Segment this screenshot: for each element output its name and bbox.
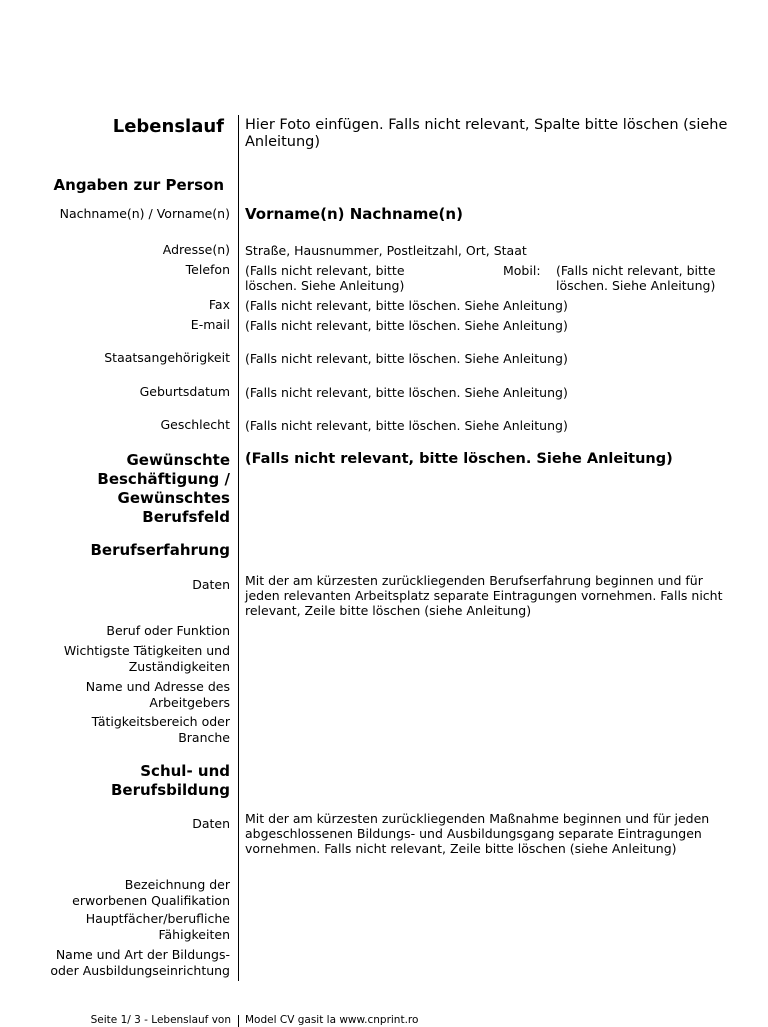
experience-employer-label: Name und Adresse des Arbeitgebers xyxy=(85,679,230,710)
mobile-label: Mobil: xyxy=(503,263,541,278)
experience-tasks-label: Wichtigste Tätigkeiten und Zuständigkeiten xyxy=(63,643,230,674)
section-heading-experience: Berufserfahrung xyxy=(90,541,230,559)
section-heading-desired-job: Gewünschte Beschäftigung / Gewünschtes Berufsfeld xyxy=(97,451,230,526)
fax-value: (Falls nicht relevant, bitte löschen. Siehe Anleitung) xyxy=(245,298,568,313)
education-dates-value: Mit der am kürzesten zurückliegenden Maßnahme beginnen und für jeden abgeschlossenen Bildungs- und Ausbildungsgang separate Eintragungen vornehmen. Falls nicht relevant, Zeile bitte löschen (siehe Anleitung) xyxy=(245,811,710,856)
experience-sector-label: Tätigkeitsbereich oder Branche xyxy=(91,714,230,745)
education-institution-label: Name und Art der Bildungs- oder Ausbildungseinrichtung xyxy=(50,947,230,978)
phone-label: Telefon xyxy=(185,262,230,277)
column-divider xyxy=(238,115,239,981)
name-label: Nachname(n) / Vorname(n) xyxy=(59,206,230,221)
birthdate-label: Geburtsdatum xyxy=(139,384,230,399)
name-value: Vorname(n) Nachname(n) xyxy=(245,205,463,223)
photo-placeholder-text: Hier Foto einfügen. Falls nicht relevant, Spalte bitte löschen (siehe Anleitung) xyxy=(245,117,728,150)
footer-divider xyxy=(238,1015,239,1027)
document-title: Lebenslauf xyxy=(112,116,224,137)
gender-value: (Falls nicht relevant, bitte löschen. Siehe Anleitung) xyxy=(245,418,568,433)
footer-page-info: Seite 1/ 3 - Lebenslauf von xyxy=(90,1014,231,1026)
desired-job-value: (Falls nicht relevant, bitte löschen. Siehe Anleitung) xyxy=(245,451,673,467)
nationality-value: (Falls nicht relevant, bitte löschen. Siehe Anleitung) xyxy=(245,351,568,366)
education-dates-label: Daten xyxy=(192,816,230,831)
gender-label: Geschlecht xyxy=(160,417,230,432)
footer-source: Model CV gasit la www.cnprint.ro xyxy=(245,1014,419,1026)
address-value: Straße, Hausnummer, Postleitzahl, Ort, Staat xyxy=(245,243,527,258)
email-value: (Falls nicht relevant, bitte löschen. Siehe Anleitung) xyxy=(245,318,568,333)
section-heading-education: Schul- und Berufsbildung xyxy=(111,762,230,799)
education-subjects-label: Hauptfächer/berufliche Fähigkeiten xyxy=(85,911,230,942)
mobile-value: (Falls nicht relevant, bitte löschen. Siehe Anleitung) xyxy=(556,263,716,293)
birthdate-value: (Falls nicht relevant, bitte löschen. Siehe Anleitung) xyxy=(245,385,568,400)
education-qualification-label: Bezeichnung der erworbenen Qualifikation xyxy=(72,877,230,908)
fax-label: Fax xyxy=(208,297,230,312)
experience-dates-value: Mit der am kürzesten zurückliegenden Berufserfahrung beginnen und für jeden relevanten Arbeitsplatz separate Eintragungen vornehmen. Falls nicht relevant, Zeile bitte löschen (siehe Anleitung) xyxy=(245,573,723,618)
address-label: Adresse(n) xyxy=(162,242,230,257)
phone-value: (Falls nicht relevant, bitte löschen. Siehe Anleitung) xyxy=(245,263,405,293)
experience-dates-label: Daten xyxy=(192,577,230,592)
experience-role-label: Beruf oder Funktion xyxy=(106,623,230,638)
section-heading-personal: Angaben zur Person xyxy=(53,176,224,194)
nationality-label: Staatsangehörigkeit xyxy=(104,350,230,365)
email-label: E-mail xyxy=(190,317,230,332)
